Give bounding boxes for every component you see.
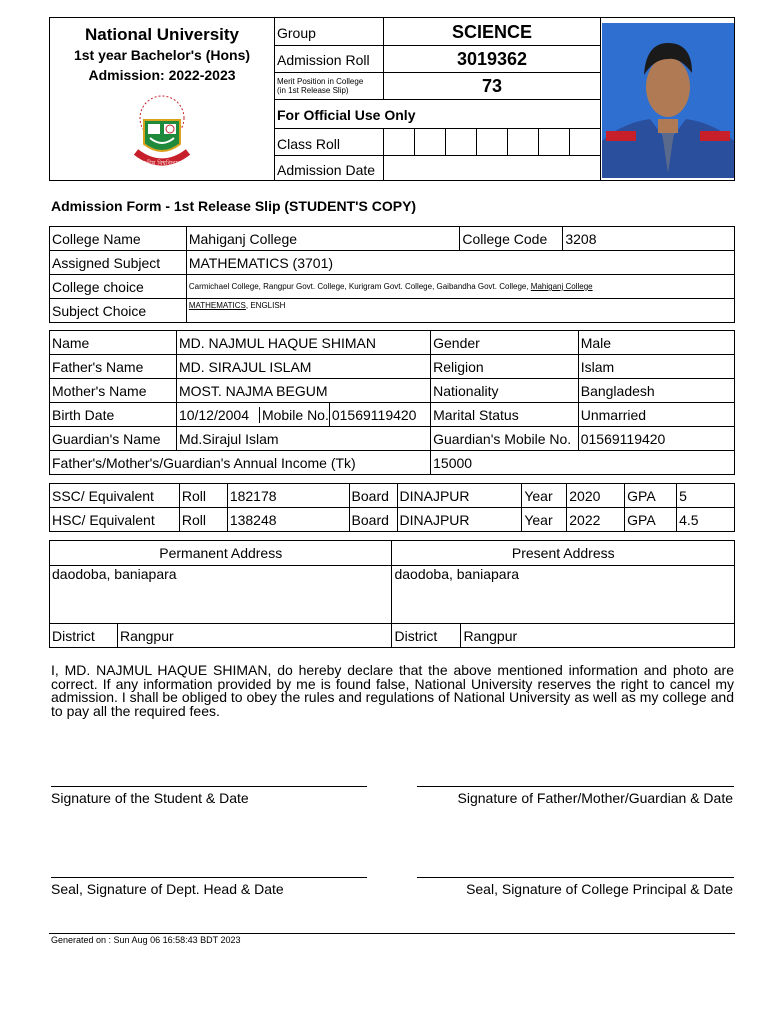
mobile-label: Mobile No. bbox=[261, 406, 329, 423]
group-label: Group bbox=[277, 25, 316, 41]
gender-label: Gender bbox=[431, 331, 579, 355]
address-table bbox=[49, 540, 735, 648]
admission-roll-value: 3019362 bbox=[456, 49, 528, 69]
admission-date-label: Admission Date bbox=[277, 162, 376, 178]
admission-roll-label: Admission Roll bbox=[277, 52, 370, 68]
footer-rule bbox=[49, 933, 735, 934]
mother-value: MOST. NAJMA BEGUM bbox=[176, 379, 430, 403]
name-value: MD. NAJMUL HAQUE SHIMAN bbox=[176, 331, 430, 355]
student-photo bbox=[602, 23, 734, 178]
present-address-label: Present Address bbox=[392, 541, 735, 566]
nationality-value: Bangladesh bbox=[578, 379, 734, 403]
group-value: SCIENCE bbox=[451, 22, 532, 42]
official-use-label: For Official Use Only bbox=[277, 107, 416, 123]
dept-head-signature-line bbox=[51, 877, 367, 878]
svg-text:জাতীয় বিশ্ববিদ্যালয়: জাতীয় বিশ্ববিদ্যালয় bbox=[138, 160, 186, 167]
name-label: Name bbox=[50, 331, 177, 355]
guardian-signature-line bbox=[417, 786, 734, 787]
mother-label: Mother's Name bbox=[50, 379, 177, 403]
college-table bbox=[49, 226, 735, 323]
permanent-district-value: Rangpur bbox=[117, 624, 392, 648]
birth-date-label: Birth Date bbox=[50, 403, 177, 427]
gender-value: Male bbox=[578, 331, 734, 355]
university-name: National University bbox=[85, 25, 239, 44]
guardian-mobile-label: Guardian's Mobile No. bbox=[431, 427, 579, 451]
income-label: Father's/Mother's/Guardian's Annual Income (Tk) bbox=[50, 451, 431, 475]
marital-value: Unmarried bbox=[578, 403, 734, 427]
college-name-value: Mahiganj College bbox=[186, 227, 460, 251]
student-signature-label: Signature of the Student & Date bbox=[51, 790, 249, 806]
principal-signature-line bbox=[417, 877, 734, 878]
assigned-subject-value: MATHEMATICS (3701) bbox=[186, 251, 734, 275]
permanent-address-label: Permanent Address bbox=[50, 541, 392, 566]
personal-table bbox=[49, 330, 735, 475]
religion-label: Religion bbox=[431, 355, 579, 379]
program-name: 1st year Bachelor's (Hons) bbox=[73, 47, 251, 63]
income-value: 15000 bbox=[431, 451, 735, 475]
exam-row-hsc: HSC/ Equivalent Roll 138248 Board DINAJPUR Year 2022 GPA 4.5 bbox=[50, 508, 735, 532]
merit-label-line2: (in 1st Release Slip) bbox=[277, 86, 349, 95]
college-name-label: College Name bbox=[50, 227, 187, 251]
college-code-value: 3208 bbox=[563, 227, 735, 251]
admission-session: Admission: 2022-2023 bbox=[88, 67, 236, 83]
principal-signature-label: Seal, Signature of College Principal & Date bbox=[466, 881, 733, 897]
header-box bbox=[49, 17, 735, 181]
dept-head-signature-label: Seal, Signature of Dept. Head & Date bbox=[51, 881, 284, 897]
religion-value: Islam bbox=[578, 355, 734, 379]
college-code-label: College Code bbox=[460, 227, 563, 251]
nationality-label: Nationality bbox=[431, 379, 579, 403]
college-choice-label: College choice bbox=[50, 275, 187, 299]
merit-value: 73 bbox=[481, 76, 503, 96]
form-title: Admission Form - 1st Release Slip (STUDENT'S COPY) bbox=[51, 198, 417, 214]
photo-divider bbox=[600, 18, 601, 180]
marital-label: Marital Status bbox=[431, 403, 579, 427]
subject-choice-value: MATHEMATICS, ENGLISH bbox=[186, 299, 734, 323]
university-logo bbox=[130, 94, 194, 178]
merit-label-line1: Merit Position in College bbox=[277, 77, 364, 86]
permanent-address-value: daodoba, baniapara bbox=[50, 566, 392, 624]
present-district-label: District bbox=[392, 624, 461, 648]
exam-row-ssc: SSC/ Equivalent Roll 182178 Board DINAJPUR Year 2020 GPA 5 bbox=[50, 484, 735, 508]
present-district-value: Rangpur bbox=[461, 624, 735, 648]
mobile-value: 01569119420 bbox=[329, 403, 430, 427]
declaration-text: I, MD. NAJMUL HAQUE SHIMAN, do hereby declare that the above mentioned information and photo are correct. If any information provided by me is found false, National University reserves the right to cancel my admission. I shall be obliged to obey the rules and regulations of National University as well as my college and to pay all the required fees. bbox=[51, 662, 734, 719]
generated-on: Generated on : Sun Aug 06 16:58:43 BDT 2023 bbox=[51, 935, 241, 945]
exam-table bbox=[49, 483, 735, 532]
student-signature-line bbox=[51, 786, 367, 787]
guardian-name-value: Md.Sirajul Islam bbox=[176, 427, 430, 451]
birth-date-value: 10/12/2004 Mobile No. bbox=[176, 403, 329, 427]
father-value: MD. SIRAJUL ISLAM bbox=[176, 355, 430, 379]
present-address-value: daodoba, baniapara bbox=[392, 566, 735, 624]
guardian-signature-label: Signature of Father/Mother/Guardian & Date bbox=[457, 790, 733, 806]
guardian-name-label: Guardian's Name bbox=[50, 427, 177, 451]
permanent-district-label: District bbox=[50, 624, 118, 648]
guardian-mobile-value: 01569119420 bbox=[578, 427, 734, 451]
subject-choice-label: Subject Choice bbox=[50, 299, 187, 323]
college-choice-value: Carmichael College, Rangpur Govt. College, Kurigram Govt. College, Gaibandha Govt. College, Mahiganj College bbox=[186, 275, 734, 299]
assigned-subject-label: Assigned Subject bbox=[50, 251, 187, 275]
class-roll-label: Class Roll bbox=[277, 136, 341, 152]
father-label: Father's Name bbox=[50, 355, 177, 379]
